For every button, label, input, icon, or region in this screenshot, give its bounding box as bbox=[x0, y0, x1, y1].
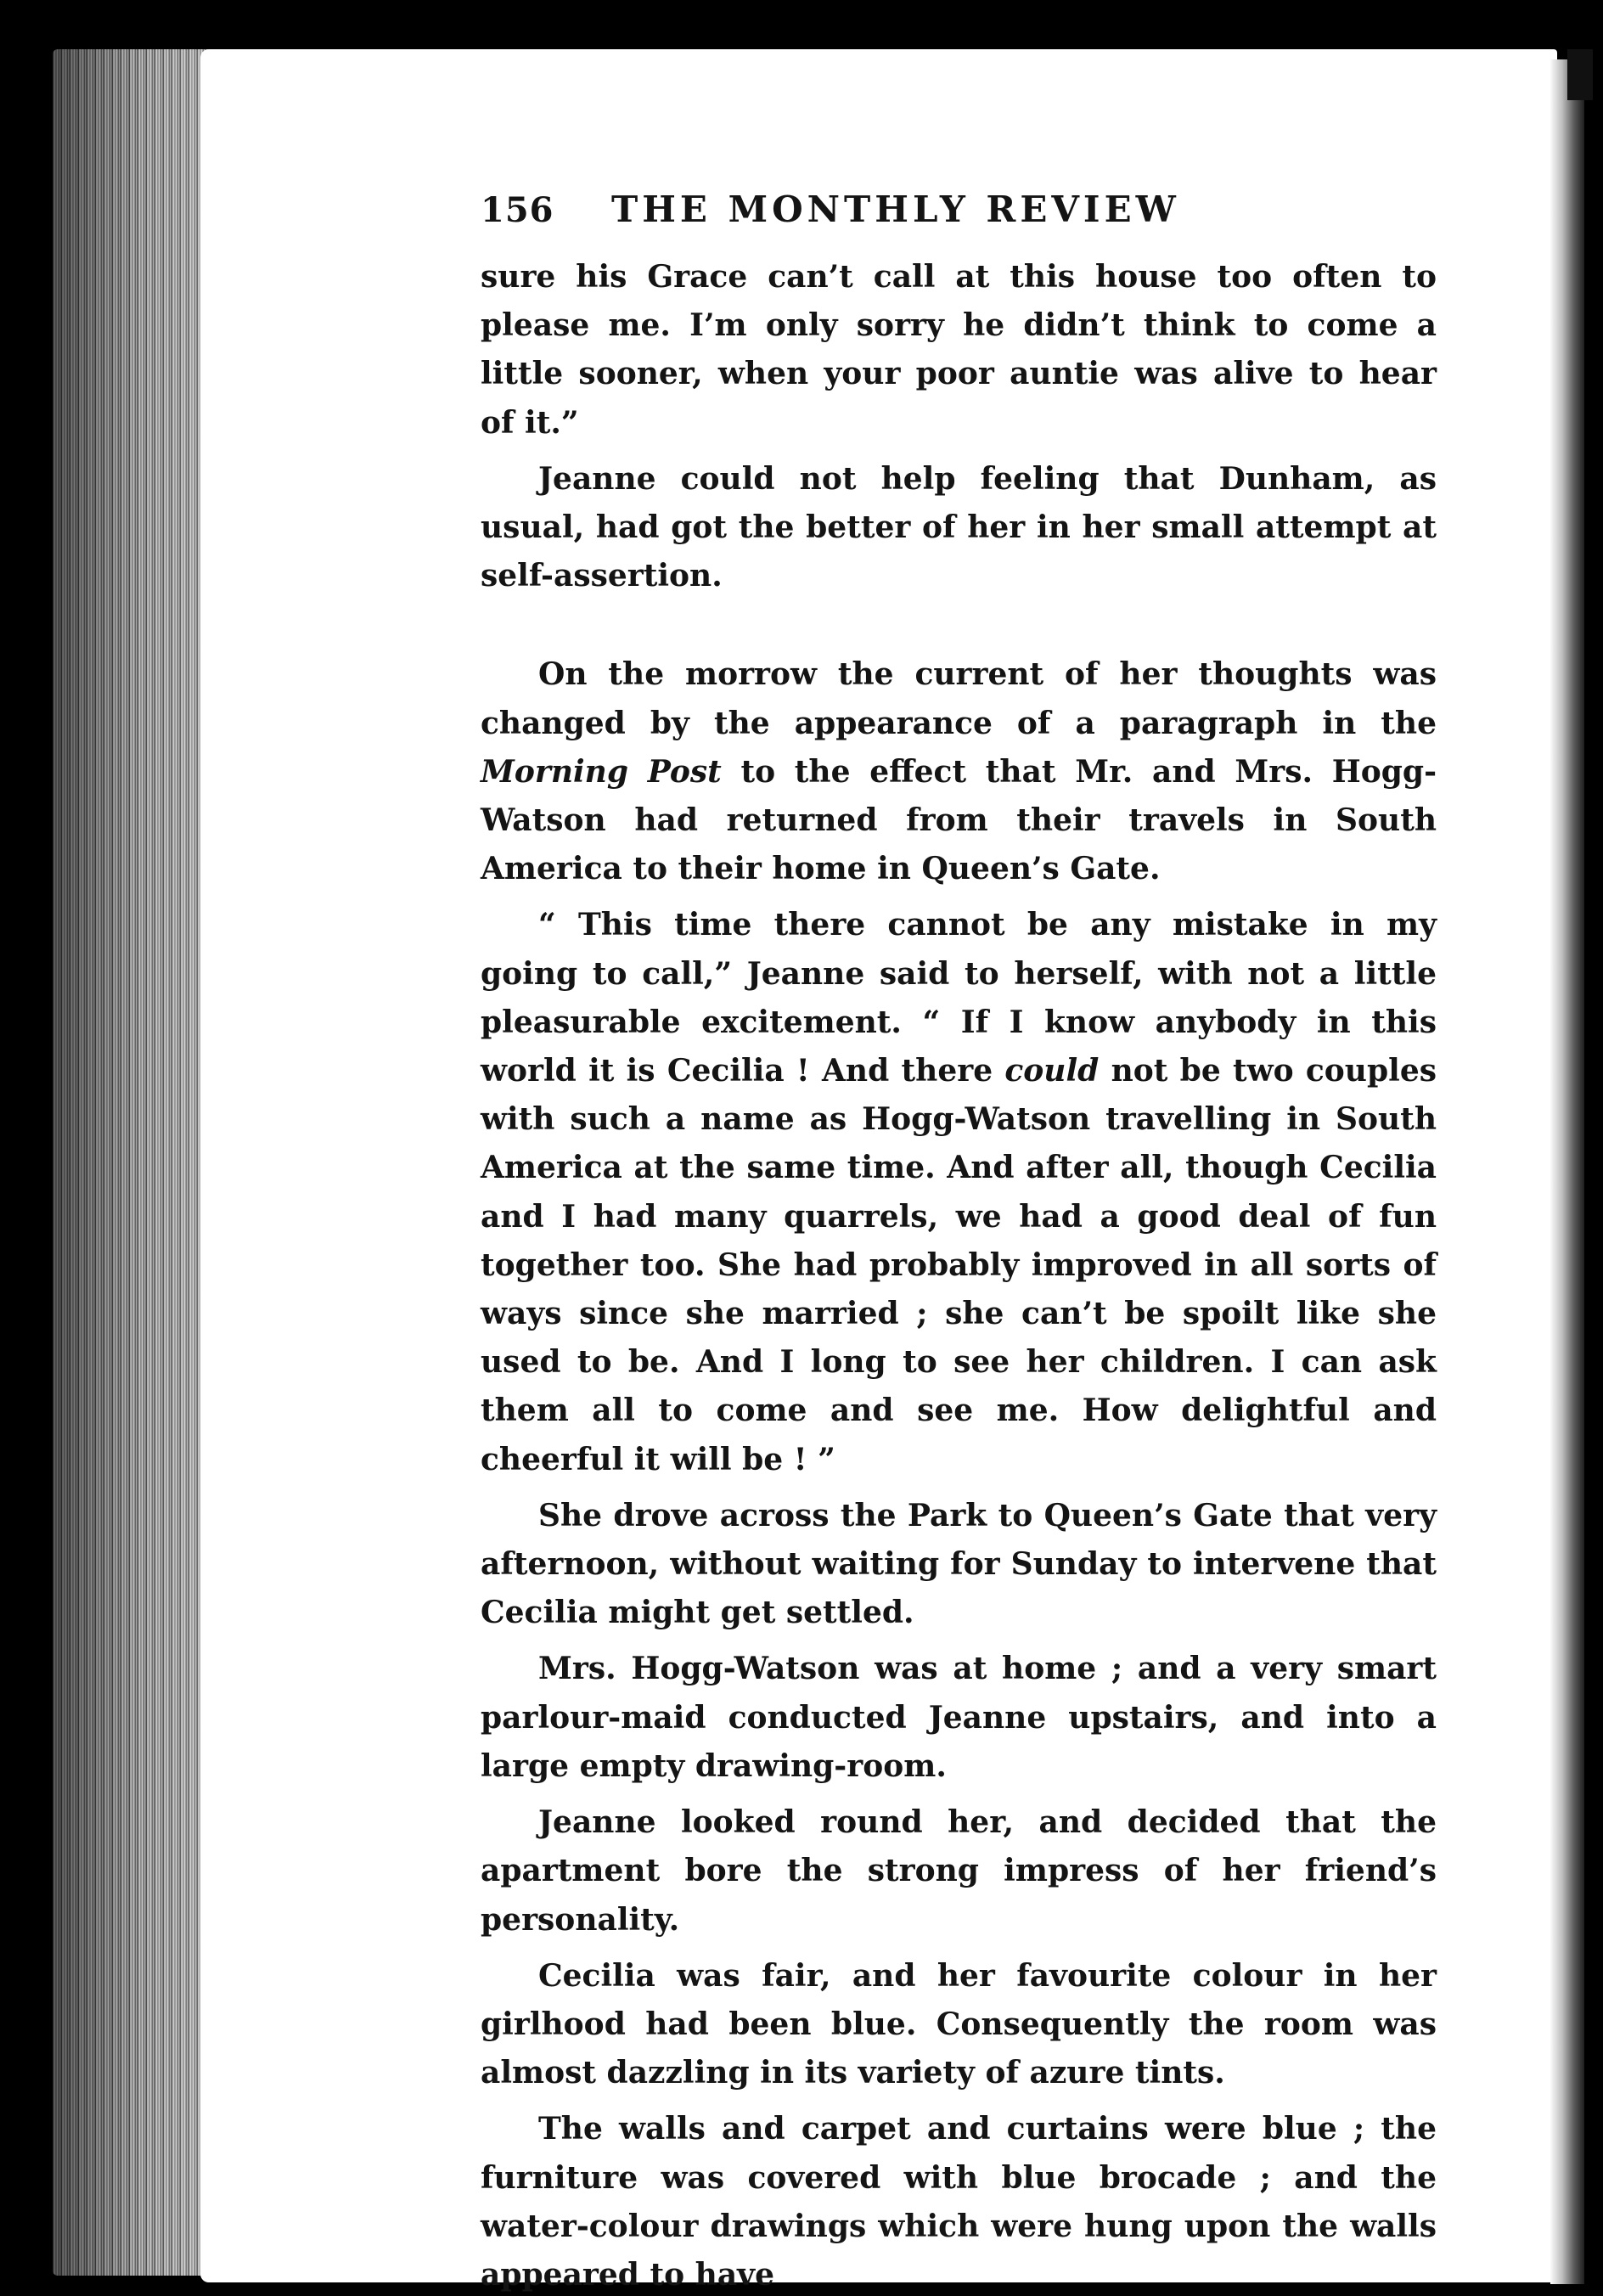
paragraph-text: sure his Grace can’t call at this house too often to please me. I’m only sorry he didn’t think to come a little sooner, when your poor auntie was alive to hear of it.” bbox=[481, 259, 1437, 441]
page-edges-shadow bbox=[53, 49, 214, 2276]
paragraph bbox=[481, 1952, 1437, 2098]
paragraph-text: Mrs. Hogg-Watson was at home ; and a very smart parlour-maid conducted Jeanne upstairs, and into a large empty drawing-room. bbox=[481, 1651, 1437, 1784]
paragraph bbox=[481, 1645, 1437, 1791]
emphasized-word: could bbox=[1004, 1053, 1100, 1089]
paragraph-text: She drove across the Park to Queen’s Gate that very afternoon, without waiting for Sunday to intervene that Cecilia might get settled. bbox=[481, 1497, 1437, 1631]
paragraph bbox=[481, 2105, 1437, 2296]
paragraph-text-after: to the effect that Mr. and Mrs. Hogg-Watson had returned from their travels in South America to their home in Queen’s Gate. bbox=[481, 753, 1437, 887]
paragraph-continuation bbox=[481, 253, 1437, 447]
journal-title: THE MONTHLY REVIEW bbox=[611, 189, 1180, 230]
paragraph-text: Jeanne looked round her, and decided that the apartment bore the strong impress of her friend’s personality. bbox=[481, 1804, 1437, 1938]
paragraph-text-after: not be two couples with such a name as Hogg-Watson travelling in South America at the same time. And after all, though Cecilia and I had many quarrels, we had a good deal of fun together too. She had probably improved in all sorts of ways since she married ; she can’t be spoilt like she used to be. And I long to see her children. I can ask them all to come and see me. How delightful and cheerful it will be ! ” bbox=[481, 1053, 1437, 1477]
paragraph bbox=[481, 650, 1437, 893]
page-text-block bbox=[481, 189, 1437, 2296]
binding-corner bbox=[1567, 49, 1593, 100]
paragraph-text: Cecilia was fair, and her favourite colour in her girlhood had been blue. Consequently the room was almost dazzling in its variety of azure tints. bbox=[481, 1957, 1437, 2091]
paragraph-text-before: “ This time there cannot be any mistake in my going to call,” Jeanne said to herself, with not a little pleasurable excitement. “ If I know anybody in this world it is Cecilia ! And there bbox=[481, 907, 1437, 1089]
paragraph bbox=[481, 455, 1437, 601]
paragraph-text: The walls and carpet and curtains were blue ; the furniture was covered with blue brocade ; and the water-colour drawings which were hung upon the walls appeared to have bbox=[481, 2111, 1437, 2293]
paragraph-text-before: On the morrow the current of her thoughts was changed by the appearance of a paragraph in the bbox=[481, 656, 1437, 741]
section-break bbox=[481, 608, 1437, 650]
running-head bbox=[481, 189, 1437, 248]
paragraph bbox=[481, 901, 1437, 1483]
paragraph bbox=[481, 1798, 1437, 1944]
page-number: 156 bbox=[481, 190, 554, 230]
newspaper-title: Morning Post bbox=[481, 753, 722, 790]
paragraph bbox=[481, 1492, 1437, 1638]
book-binding-shadow bbox=[1550, 59, 1584, 2284]
paragraph-text: Jeanne could not help feeling that Dunham, as usual, had got the better of her in her small attempt at self-assertion. bbox=[481, 460, 1437, 594]
